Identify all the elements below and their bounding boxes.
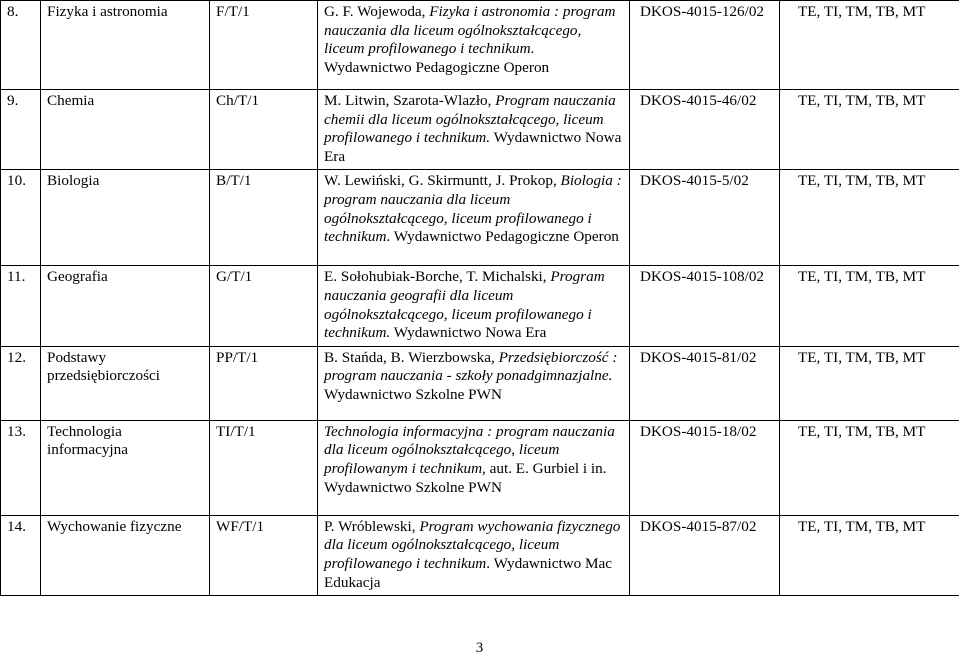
program-author-publisher-text: P. Wróblewski, xyxy=(324,518,419,535)
program-code: TI/T/1 xyxy=(210,420,318,515)
program-title-text: Technologia informacyjna : program nauczania dla liceum ogólnokształcącego, liceum profilowanym i technikum, xyxy=(324,423,615,477)
approval-number: DKOS-4015-126/02 xyxy=(630,1,780,90)
program-code: F/T/1 xyxy=(210,1,318,90)
program-author-publisher-text: aut. E. Gurbiel i in. Wydawnictwo Szkolne PWN xyxy=(324,460,606,496)
school-types: TE, TI, TM, TB, MT xyxy=(780,170,959,266)
program-author-publisher-text: W. Lewiński, G. Skirmuntt, J. Prokop, xyxy=(324,172,561,189)
school-types: TE, TI, TM, TB, MT xyxy=(780,346,959,420)
program-code: B/T/1 xyxy=(210,170,318,266)
program-author-publisher-text: M. Litwin, Szarota-Wlazło, xyxy=(324,92,495,109)
school-types: TE, TI, TM, TB, MT xyxy=(780,420,959,515)
subject-name: Chemia xyxy=(41,90,210,170)
program-title-text: Program nauczania geografii dla liceum ogólnokształcącego, liceum profilowanego i technikum. xyxy=(324,268,605,341)
program-title-text: Fizyka i astronomia : program nauczania dla liceum ogólnokształcącego, liceum profilowanego i technikum xyxy=(324,3,615,57)
approval-number: DKOS-4015-108/02 xyxy=(630,266,780,346)
program-description xyxy=(318,346,630,420)
approval-number: DKOS-4015-81/02 xyxy=(630,346,780,420)
approval-number: DKOS-4015-18/02 xyxy=(630,420,780,515)
table-row xyxy=(1,515,959,595)
subject-name: Geografia xyxy=(41,266,210,346)
table-row xyxy=(1,170,959,266)
table-body xyxy=(1,1,959,596)
school-types: TE, TI, TM, TB, MT xyxy=(780,1,959,90)
program-code: WF/T/1 xyxy=(210,515,318,595)
program-title-text: Biologia : program nauczania dla liceum ogólnokształcącego, liceum profilowanego i technikum xyxy=(324,172,622,245)
program-code: PP/T/1 xyxy=(210,346,318,420)
row-number: 11. xyxy=(1,266,41,346)
program-title-text: Program nauczania chemii dla liceum ogólnokształcącego, liceum profilowanego i technikum. xyxy=(324,92,616,146)
row-number: 10. xyxy=(1,170,41,266)
program-author-publisher-text: E. Sołohubiak-Borche, T. Michalski, xyxy=(324,268,550,285)
program-title-text: Program wychowania fizycznego dla liceum ogólnokształcącego, liceum profilowanego i technikum xyxy=(324,518,620,572)
page-number: 3 xyxy=(0,640,959,657)
program-description xyxy=(318,90,630,170)
program-description xyxy=(318,420,630,515)
school-types: TE, TI, TM, TB, MT xyxy=(780,266,959,346)
program-description xyxy=(318,266,630,346)
program-author-publisher-text: B. Stańda, B. Wierzbowska, xyxy=(324,349,499,366)
program-title-text: Przedsiębiorczość : program nauczania - szkoły ponadgimnazjalne. xyxy=(324,349,617,385)
row-number: 8. xyxy=(1,1,41,90)
subject-name: Fizyka i astronomia xyxy=(41,1,210,90)
program-author-publisher-text: G. F. Wojewoda, xyxy=(324,3,429,20)
row-number: 13. xyxy=(1,420,41,515)
table-row xyxy=(1,266,959,346)
program-author-publisher-text: . Wydawnictwo Pedagogiczne Operon xyxy=(324,40,549,76)
program-description xyxy=(318,515,630,595)
approval-number: DKOS-4015-87/02 xyxy=(630,515,780,595)
subject-name: Wychowanie fizyczne xyxy=(41,515,210,595)
program-code: G/T/1 xyxy=(210,266,318,346)
row-number: 12. xyxy=(1,346,41,420)
row-number: 14. xyxy=(1,515,41,595)
subject-name: Podstawy przedsiębiorczości xyxy=(41,346,210,420)
program-description xyxy=(318,1,630,90)
program-author-publisher-text: Wydawnictwo Nowa Era xyxy=(390,324,546,341)
approval-number: DKOS-4015-46/02 xyxy=(630,90,780,170)
subject-name: Technologia informacyjna xyxy=(41,420,210,515)
program-author-publisher-text: . Wydawnictwo Pedagogiczne Operon xyxy=(386,228,618,245)
school-types: TE, TI, TM, TB, MT xyxy=(780,515,959,595)
program-author-publisher-text: . Wydawnictwo Mac Edukacja xyxy=(324,555,612,591)
approval-number: DKOS-4015-5/02 xyxy=(630,170,780,266)
program-author-publisher-text: Wydawnictwo Szkolne PWN xyxy=(324,386,502,403)
row-number: 9. xyxy=(1,90,41,170)
subject-name: Biologia xyxy=(41,170,210,266)
table-row xyxy=(1,346,959,420)
table-row xyxy=(1,90,959,170)
table-row xyxy=(1,420,959,515)
school-types: TE, TI, TM, TB, MT xyxy=(780,90,959,170)
program-author-publisher-text: Wydawnictwo Nowa Era xyxy=(324,129,621,165)
program-code: Ch/T/1 xyxy=(210,90,318,170)
table-row xyxy=(1,1,959,90)
program-description xyxy=(318,170,630,266)
